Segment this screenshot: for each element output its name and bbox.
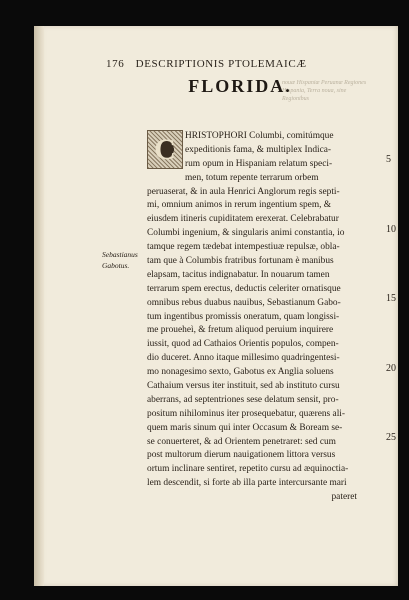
text-line: omnibus rebus duabus nauibus, Sebastianum Gabo- bbox=[147, 297, 341, 308]
show-through-text: nouæ Hispaniæ Peruanæ Regiones Hispania, Terra noua, sine Regionibus bbox=[282, 80, 367, 102]
text-line: rum opum in Hispaniam relatum speci- bbox=[185, 158, 333, 169]
text-line: ortum inclinare sentiret, repetito cursu ad æquinoctia- bbox=[147, 464, 349, 475]
text-line: tum ingentibus promissis oneratum, quam longissi- bbox=[147, 311, 340, 322]
text-line: terrarum spem erectus, deductis celeriter ornatisque bbox=[147, 283, 341, 294]
text-line: peruaserat, & in aula Henrici Anglorum regis septi- bbox=[147, 186, 340, 197]
page-gutter bbox=[34, 26, 44, 586]
running-header bbox=[106, 58, 366, 70]
margin-note bbox=[102, 249, 146, 271]
text-line: men, totum repente terrarum orbem bbox=[185, 172, 319, 183]
text-line: tam que à Columbis fratribus fortunam è manibus bbox=[147, 256, 334, 267]
text-line: tamque regem tædebat intempestiuæ repulsæ, obla- bbox=[147, 242, 340, 253]
initial-letter: C bbox=[154, 132, 176, 166]
line-number: 5 bbox=[386, 154, 391, 165]
text-line: expeditionis fama, & multiplex Indica- bbox=[185, 144, 332, 155]
text-line: Cathaium versus iter instituit, sed ab instituto cursu bbox=[147, 381, 340, 392]
catchword: pateret bbox=[331, 492, 357, 503]
text-line: mi, omnium animos in rerum ingentium spem, & bbox=[147, 200, 332, 211]
text-line: aberrans, ad septentriones sese delatum sensit, pro- bbox=[147, 394, 339, 405]
line-number: 20 bbox=[386, 363, 396, 374]
line-number: 10 bbox=[386, 224, 396, 235]
section-title: FLORIDA. bbox=[188, 76, 292, 96]
line-number: 15 bbox=[386, 293, 396, 304]
text-line: me proueheì, & fretum aliquod peruium inquirere bbox=[147, 325, 334, 336]
text-line: dio duceret. Anno itaque millesimo quadringentesi- bbox=[147, 353, 340, 364]
text-line: iussit, quod ad Cathaios Orientis populos, compen- bbox=[147, 339, 339, 350]
line-number: 25 bbox=[386, 432, 396, 443]
text-line: quem maris sinum qui inter Occasum & Boream se- bbox=[147, 422, 343, 433]
text-line: mo nonagesimo sexto, Gabotus ex Anglia soluens bbox=[147, 367, 334, 378]
text-line: HRISTOPHORI Columbi, comitúmque bbox=[185, 131, 334, 141]
text-line: Columbi ingenium, & singularis animi constantia, io bbox=[147, 228, 345, 239]
text-line: lem descendit, si forte ab illa parte intercursante mari bbox=[147, 478, 347, 489]
text-line: elapsam, tacitus indignabatur. In nouarum tamen bbox=[147, 269, 330, 280]
text-line: se conuerteret, & ad Orientem penetraret: sed cum bbox=[147, 436, 336, 447]
text-line: positum nihilominus iter prosequebatur, quærens ali- bbox=[147, 408, 346, 419]
margin-note-line: Gabotus. bbox=[102, 261, 130, 270]
text-line: post multorum dierum nauigationem littora versus bbox=[147, 450, 336, 461]
text-line: eiusdem itineris cupiditatem erexerat. Celebrabatur bbox=[147, 214, 339, 225]
running-title: DESCRIPTIONIS PTOLEMAICÆ bbox=[135, 58, 307, 70]
body-text bbox=[147, 130, 363, 505]
margin-note-line: Sebastianus bbox=[102, 250, 138, 259]
page-number: 176 bbox=[106, 58, 125, 70]
